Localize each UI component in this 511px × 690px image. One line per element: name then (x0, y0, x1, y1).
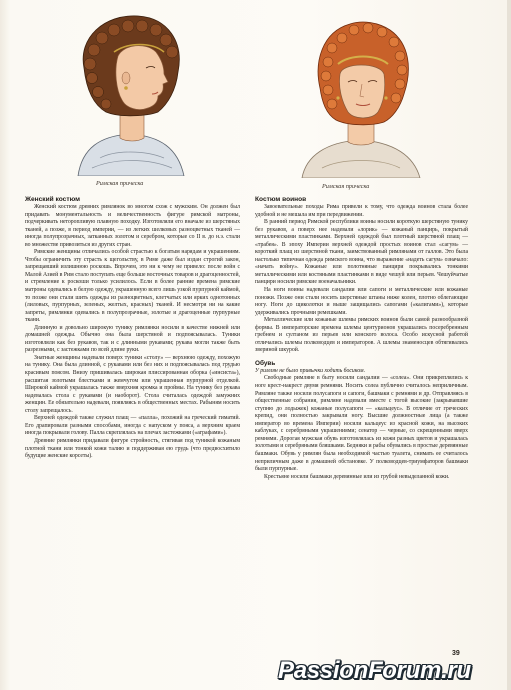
paragraph: Металлические или кожаные шлемы римских воинов были самой разнообразной формы. В императорские времена шлемы центурионов украшались посеребренным гребнем и султаном из перьев или конского волоса. Особо искусной работой отличались шлемы полководцев и императоров. А шлемы знаменосцев обтягивались звериной шкурой. (255, 317, 468, 354)
roman-hairstyle-illustration-right (292, 18, 430, 178)
page-number: 39 (452, 650, 460, 657)
left-text-column (25, 196, 240, 461)
roman-hairstyle-illustration-left (60, 8, 200, 176)
paragraph: Верхней одеждой также служил плащ — «палла», похожий на греческий гиматий. Его драпировали разными способами, иногда с напуском у пояса, а верхним краем иногда покрывали голову. Палла скреплялась на плечах застежками («аграфами»). (25, 415, 240, 437)
paragraph: Древние римлянки придавали фигуре стройность, стягивая под туникой кожаным плотной ткани или тонкой кожи талию и поддерживая ею грудь (что предвосхитило будущие женские корсеты). (25, 437, 240, 460)
paragraph: Длинную и довольно широкую тунику римлянки носили в качестве нижней или домашней одежды. Обычно она была шерстяной и подпоясывалась. Туники изготовляли как без рукавов, так и с длинными рукавами; рукава могли также быть разрезными, с застежками по всей длине руки. (25, 324, 240, 354)
paragraph: В ранний период Римской республики воины носили короткую шерстяную тунику без рукавов, а поверх нее надевали «лорик» — кожаный панцирь, покрытый металлическими пластинками. Верхней одеждой был плотный шерстяной плащ — «трабея». В эпоху Империи верхней одеждой простых воинов стал «сагум» — короткий плащ из шерстяной ткани, заимствованный римлянами от галлов. Это была настолько типичная одежда римского воина, что выражение «надеть сагум» означало: «начать войну». Кожаные или полотняные панцири покрывались тонкими металлическими или костяными пластинками в виде чешуй или перьев. Чешуйчатые панцири носили римские военачальники. (255, 219, 468, 286)
paragraph: Римские женщины отличались особой страстью к богатым нарядам и украшениям. Чтобы ограничить эту страсть к щегольству, в Риме даже был издан строгий закон, запрещавший излишнюю роскошь. Впрочем, это ни к чему не привело: после войн с Малой Азией в Рим стало поступать еще больше восточных товаров и драгоценностей, и стремление к роскоши только усилилось. Если в более ранние времена римские матроны одевались в белую одежду, украшенную всего лишь узкой пурпурной каймой, то позже они стали шить одежды из разноцветных, клетчатых или ярких однотонных (лиловых, пурпурных, зеленых, желтых, красных) тканей. И несмотря ни на какие запреты, римлянки одевались в полупрозрачные, золотые и драгоценные пурпурные ткани. (25, 249, 240, 324)
heading-warriors-costume: Костюм воинов (255, 196, 307, 203)
lead-sentence: У римлян не было привычки ходить босиком. (255, 367, 366, 374)
heading-footwear: Обувь (255, 359, 276, 367)
right-text-column (255, 196, 468, 481)
heading-womens-costume: Женский костюм (25, 196, 80, 203)
paragraph: Знатные женщины надевали поверх туники «столу» — верхнюю одежду, похожую на тунику. Она была длинной, с рукавами или без них и подпоясывалась под грудью красивым поясом. Внизу пришивалась широкая плиссированная оборка («инсиста»), расшитая золотыми блестками и жемчугом или украшенная пурпурной отделкой. Широкой каймой украшалась также вверхняя кромка и проймы. На тунику без рукава надевалась стола с рукавами (и наоборот). Стола считалась одеждой замужних женщин. Ее обязательно надевали, появляясь в общественных местах. Рабыням носить столу запрещалось. (25, 354, 240, 414)
paragraph: Женский костюм древних римлянок во многом схож с мужским. Он должен был придавать монументальность и величественность фигуре римской матроны, подчеркивать неторопливую плавную походку. Изготовляли его вначале из шерстяных тканей, а позже, в период империи, — из легких шелковых разноцветных тканей — иногда полупрозрачных, затканных золотом и серебром, которые со II в. до н.э. стали во множестве привозиться из других стран. (25, 204, 240, 248)
paragraph: Свободные римляне в быту носили сандалии — «солеа». Они прикреплялись к ноге крест-накрест двумя ремнями. Носить солеа публично считалось неприличным. Римляне также носили полусапоги и сапоги, башмаки с ремнями и др. Отправляясь в общественные собрания, римляне надевали вместе с тогой высокие (закрывавшие ступню до лодыжек) кожаные полусапоги — «кальцеус». В отличие от греческих крепид, они полностью закрывали ногу. Высшие должностные лица (а также император во времена Империи) носили кальцеус из красной кожи, на высоких каблуках, с серебряными украшениями; сенатор — черные, со скрещенными вверх ремнями. Дорогая мужская обувь изготовлялась из кожи разных цветов и украшалась золотыми и серебряными бляшками. Бедняки и рабы обувались в простые деревянные башмаки. Обувь у римлян была необходимой частью туалета, снимать ее считалось неприличным даже в домашней обстановке. У полководцев-триумфаторов башмаки были пурпурные. (255, 375, 468, 473)
paragraph: Крестьяне носили башмаки деревянные или из грубой невыделанной кожи. (264, 473, 450, 480)
caption-left: Римская прическа (96, 180, 144, 187)
watermark: PassionForum.ru (278, 657, 471, 684)
paragraph: На ноги воины надевали сандалии или сапоги и металлические или кожаные поножи. Позже они стали носить шерстяные штаны ниже колен, плотно облегающие ногу. Ноги до щиколотки и выше защищались сапогами («калигами»), которые удерживались прочными ремешками. (255, 287, 468, 316)
woman-portrait-red-hair-icon (292, 18, 430, 178)
paragraph: Завоевательные походы Рима привели к тому, что одежда воинов стала более удобной и не мешала им при передвижении. (255, 204, 468, 218)
woman-portrait-dark-hair-icon (60, 8, 200, 176)
page-edge (507, 0, 511, 690)
caption-right: Римская прическа (322, 183, 370, 190)
